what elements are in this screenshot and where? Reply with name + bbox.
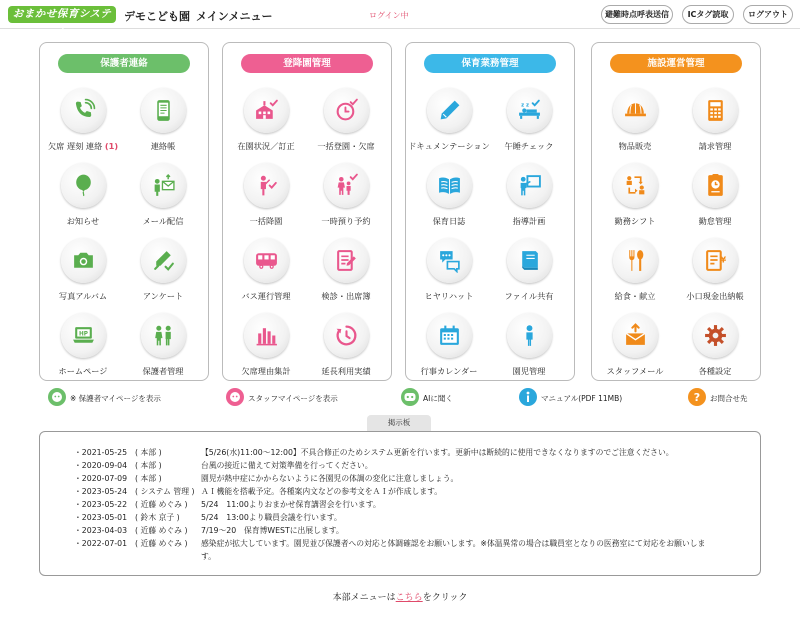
- news-item[interactable]: [40, 459, 762, 472]
- login-status: ログイン中: [369, 11, 409, 20]
- tile-label: 勤怠管理: [698, 216, 732, 226]
- news-text: 感染症が拡大しています。園児並び保護者への対応と体調確認をお願いします。※体温異常の場合は職員室となりの医務室にて対応をお願いしま: [201, 539, 706, 548]
- bulletin-board-tab: 掲示板: [367, 415, 431, 431]
- footer-suffix: をクリック: [422, 593, 468, 603]
- legend-label: ※ 保護者マイページを表示: [70, 394, 161, 403]
- tile-label: 在園状況／訂正: [237, 141, 295, 151]
- tile-label: ファイル共有: [504, 291, 554, 301]
- footer-prefix: 本部メニューは: [332, 593, 396, 603]
- tile-label: アンケート: [142, 291, 184, 301]
- tile-label: 検診・出席簿: [321, 291, 371, 301]
- tile-label: 保護者管理: [142, 366, 184, 376]
- timer-icon: [334, 323, 359, 348]
- panel-attendance-management: [222, 42, 392, 381]
- header: [0, 0, 800, 37]
- camera-icon: [71, 248, 96, 273]
- tile-photo-album[interactable]: [43, 238, 123, 310]
- news-item[interactable]: [40, 537, 762, 550]
- tile-school-lunch-menu[interactable]: [595, 238, 675, 310]
- news-author: ( 本部 ): [135, 461, 162, 470]
- tile-label: 一括降園: [249, 216, 283, 226]
- tile-childcare-journal[interactable]: [409, 163, 489, 235]
- panel-facility-management: [591, 42, 761, 381]
- news-date: ・2020-07-09: [74, 474, 128, 483]
- news-text: 【5/26(水)11:00～12:00】不具合修正のためシステム更新を行います。更新中は断続的に使用できなくなりますのでご注意ください。: [201, 448, 674, 457]
- panel-title: 保護者連絡: [58, 54, 190, 73]
- tile-label: 小口現金出納帳: [686, 291, 744, 301]
- panel-title: 保育業務管理: [424, 54, 556, 73]
- tile-label: お知らせ: [66, 216, 100, 226]
- tile-label: メール配信: [142, 216, 184, 226]
- tile-absence-reason-stats[interactable]: [226, 313, 306, 385]
- tile-attendance-tracking[interactable]: [675, 163, 755, 235]
- child-icon: [517, 323, 542, 348]
- news-item[interactable]: [40, 511, 762, 524]
- news-date: ・2021-05-25: [74, 448, 128, 457]
- svg-text:¥: ¥: [720, 254, 727, 265]
- news-author: ( 本部 ): [135, 448, 162, 457]
- tile-label: 各種設定: [698, 366, 732, 376]
- shift-arrows-icon: [623, 173, 648, 198]
- tile-bulk-arrival-absence[interactable]: [306, 88, 386, 160]
- absence-count-badge: (1): [104, 141, 119, 151]
- tile-event-calendar[interactable]: [409, 313, 489, 385]
- headquarters-menu-link[interactable]: こちら: [395, 593, 423, 603]
- news-date: ・2023-04-03: [74, 526, 128, 535]
- calendar-icon: [437, 323, 462, 348]
- tile-label: バス運行管理: [241, 291, 291, 301]
- open-book-icon: [437, 173, 462, 198]
- info-icon: [519, 388, 537, 406]
- app-logo[interactable]: おまかせ保育システム: [8, 6, 116, 23]
- balloon-icon: [71, 173, 96, 198]
- tile-bus-operation[interactable]: [226, 238, 306, 310]
- news-date: ・2022-07-01: [74, 539, 128, 548]
- staff-page-icon: [226, 388, 244, 406]
- tile-label: 行事カレンダー: [420, 366, 478, 376]
- page-title: メインメニュー: [196, 10, 273, 23]
- pencil-check-icon: [151, 248, 176, 273]
- news-author: ( 近藤 めぐみ ): [135, 500, 188, 509]
- book-stack-icon: [517, 248, 542, 273]
- tile-label: 午睡チェック: [504, 141, 554, 151]
- phone-icon: [71, 98, 96, 123]
- fork-spoon-icon: [623, 248, 648, 273]
- svg-text:HP: HP: [79, 331, 88, 338]
- smartphone-icon: [151, 98, 176, 123]
- legend-label: スタッフマイページを表示: [248, 394, 338, 403]
- tile-mail-delivery[interactable]: [123, 163, 203, 235]
- people-check-icon: [334, 173, 359, 198]
- news-text: 5/24 13:00より職員会議を行います。: [201, 513, 342, 522]
- hat-icon: [623, 98, 648, 123]
- question-icon: [688, 388, 706, 406]
- panel-childcare-operations: [405, 42, 575, 381]
- news-item-continued: [40, 550, 762, 563]
- tile-label: 保育日誌: [432, 216, 466, 226]
- tile-label: 物品販売: [618, 141, 652, 151]
- tile-staff-mail[interactable]: [595, 313, 675, 385]
- footer-headquarters-link: [0, 590, 800, 603]
- tile-label: 一時預り予約: [321, 216, 371, 226]
- tile-parent-management[interactable]: [123, 313, 203, 385]
- tile-label: 一括登園・欠席: [317, 141, 375, 151]
- tile-billing-management[interactable]: [675, 88, 755, 160]
- ai-icon: [401, 388, 419, 406]
- tile-survey[interactable]: [123, 238, 203, 310]
- bulletin-board: [39, 431, 761, 576]
- news-item[interactable]: [40, 485, 762, 498]
- sleep-check-icon: [517, 98, 542, 123]
- bar-chart-icon: [254, 323, 279, 348]
- news-item[interactable]: [40, 446, 762, 459]
- news-author: ( 近藤 めぐみ ): [135, 539, 188, 548]
- evacuation-rollcall-button[interactable]: 避難時点呼表送信: [601, 5, 673, 24]
- hp-laptop-icon: [71, 323, 96, 348]
- legend-label: AIに聞く: [423, 394, 453, 403]
- news-author: ( 鈴木 京子 ): [135, 513, 180, 522]
- tile-label: 園児管理: [512, 366, 546, 376]
- logout-button[interactable]: ログアウト: [743, 5, 793, 24]
- news-date: ・2023-05-01: [74, 513, 128, 522]
- pen-icon: [437, 98, 462, 123]
- tile-label: 請求管理: [698, 141, 732, 151]
- document-pen-icon: [334, 248, 359, 273]
- news-item[interactable]: [40, 472, 762, 485]
- tile-label: 勤務シフト: [614, 216, 656, 226]
- timecard-icon: [703, 173, 728, 198]
- svg-text:?: ?: [693, 391, 701, 404]
- calculator-icon: [703, 98, 728, 123]
- svg-text:z z: z z: [521, 102, 530, 109]
- legend-label: お問合せ先: [710, 394, 748, 403]
- tile-extended-care-record[interactable]: [306, 313, 386, 385]
- news-text-continued: す。: [201, 552, 216, 561]
- tile-contact-book[interactable]: [123, 88, 203, 160]
- panel-title: 登降園管理: [241, 54, 373, 73]
- tile-documentation[interactable]: [409, 88, 489, 160]
- news-text: 台風の接近に備えて対策準備を行ってください。: [201, 461, 373, 470]
- tile-instruction-plan[interactable]: [489, 163, 569, 235]
- news-text: 園児が熱中症にかからないように各園児の体調の変化に注意しましょう。: [201, 474, 459, 483]
- panel-title: 施設運営管理: [610, 54, 742, 73]
- news-date: ・2023-05-24: [74, 487, 128, 496]
- yen-document-icon: [703, 248, 728, 273]
- news-text: 5/24 11:00よりおまかせ保育講習会を行います。: [201, 500, 381, 509]
- news-date: ・2020-09-04: [74, 461, 128, 470]
- tile-homepage[interactable]: [43, 313, 123, 385]
- clock-check-icon: [334, 98, 359, 123]
- tile-label: 写真アルバム: [58, 291, 108, 301]
- tile-temporary-care-reservation[interactable]: [306, 163, 386, 235]
- news-date: ・2023-05-22: [74, 500, 128, 509]
- tile-bulk-departure[interactable]: [226, 163, 306, 235]
- tile-nap-check[interactable]: [489, 88, 569, 160]
- envelope-up-icon: [623, 323, 648, 348]
- speech-bubbles-icon: [437, 248, 462, 273]
- tile-label: 欠席理由集計: [241, 366, 291, 376]
- person-check-icon: [254, 173, 279, 198]
- school-check-icon: [254, 98, 279, 123]
- tile-label: 連絡帳: [150, 141, 176, 151]
- tile-label: 指導計画: [512, 216, 546, 226]
- tile-label: 延長利用実績: [321, 366, 371, 376]
- tile-child-management[interactable]: [489, 313, 569, 385]
- news-item[interactable]: [40, 498, 762, 511]
- tile-petty-cash-book[interactable]: [675, 238, 755, 310]
- news-author: ( 近藤 めぐみ ): [135, 526, 188, 535]
- tile-label: スタッフメール: [606, 366, 664, 376]
- panel-parent-contact: [39, 42, 209, 381]
- tile-attendance-status[interactable]: [226, 88, 306, 160]
- tile-goods-sales[interactable]: [595, 88, 675, 160]
- tile-label: 給食・献立: [614, 291, 656, 301]
- parents-icon: [151, 323, 176, 348]
- tile-near-miss[interactable]: [409, 238, 489, 310]
- tile-label: ドキュメンテーション: [408, 141, 490, 151]
- tile-work-shift[interactable]: [595, 163, 675, 235]
- bus-icon: [254, 248, 279, 273]
- legend-label: マニュアル(PDF 11MB): [541, 394, 623, 403]
- tile-label: 欠席 遅刻 連絡: [47, 141, 103, 151]
- tile-label: ホームページ: [58, 366, 108, 376]
- tile-notice[interactable]: [43, 163, 123, 235]
- news-text: ＡＩ機能を搭載予定。各種案内文などの参考文をＡＩが作成します。: [201, 487, 443, 496]
- tile-settings[interactable]: [675, 313, 755, 385]
- gear-icon: [703, 323, 728, 348]
- tile-absence-contact[interactable]: [43, 88, 123, 160]
- news-item[interactable]: [40, 524, 762, 537]
- ic-tag-read-button[interactable]: ICタグ読取: [682, 5, 734, 24]
- people-mail-icon: [151, 173, 176, 198]
- tile-file-sharing[interactable]: [489, 238, 569, 310]
- tile-label: ヒヤリハット: [424, 291, 474, 301]
- teacher-board-icon: [517, 173, 542, 198]
- parent-page-icon: [48, 388, 66, 406]
- org-name: デモこども園: [124, 10, 190, 23]
- tile-checkup-register[interactable]: [306, 238, 386, 310]
- news-author: ( システム 管理 ): [135, 487, 195, 496]
- news-text: 7/19～20 保育博WESTに出展します。: [201, 526, 344, 535]
- news-author: ( 本部 ): [135, 474, 162, 483]
